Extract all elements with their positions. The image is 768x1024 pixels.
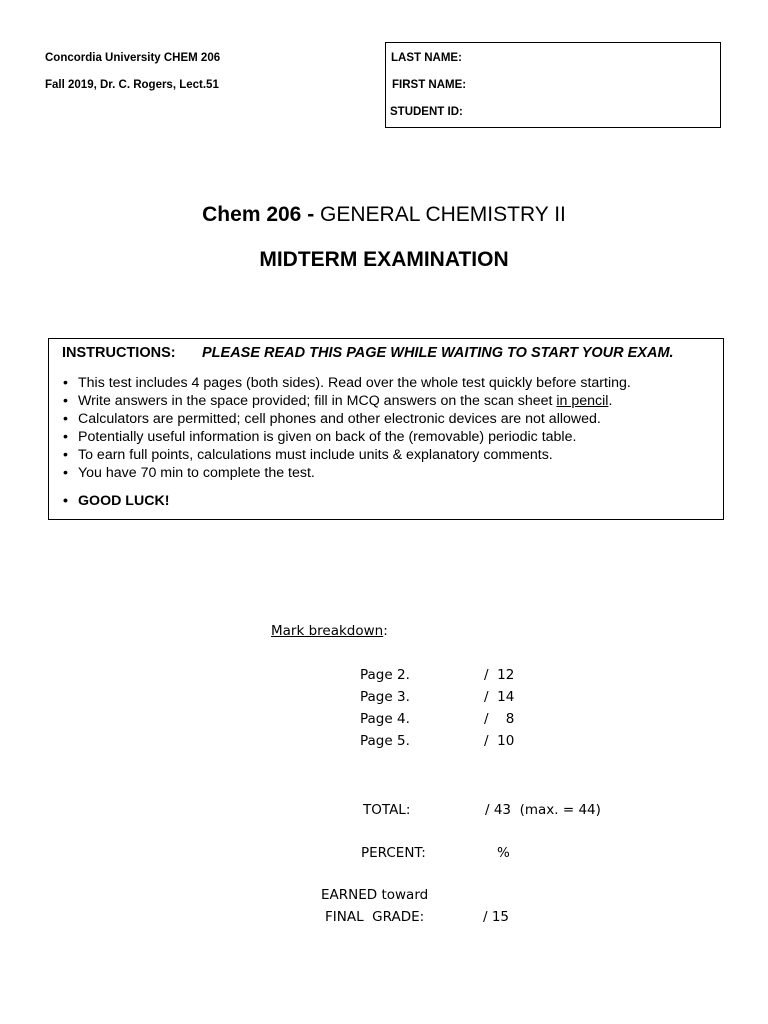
instructions-message: PLEASE READ THIS PAGE WHILE WAITING TO START YOUR EXAM.: [202, 345, 674, 361]
page-score: / 10: [484, 733, 515, 749]
last-name-label: LAST NAME:: [391, 52, 462, 64]
earned-value: / 15: [483, 909, 510, 925]
instruction-emphasis: in pencil: [556, 393, 609, 409]
instruction-item: • To earn full points, calculations must include units & explanatory comments.: [61, 446, 631, 464]
instruction-item: • This test includes 4 pages (both sides). Read over the whole test quickly before starting.: [61, 374, 631, 392]
percent-value: %: [497, 845, 510, 861]
term-line: Fall 2019, Dr. C. Rogers, Lect.51: [45, 79, 219, 91]
instructions-list: [61, 374, 631, 510]
instruction-item: • You have 70 min to complete the test.: [61, 464, 631, 482]
mark-breakdown-title: Mark breakdown: [271, 623, 384, 639]
earned-label-line2: FINAL GRADE:: [325, 909, 425, 925]
student-id-label: STUDENT ID:: [390, 106, 463, 118]
instruction-text: Write answers in the space provided; fill in MCQ answers on the scan sheet: [78, 393, 557, 409]
good-luck: • GOOD LUCK!: [61, 492, 631, 510]
page-label: Page 2.: [360, 667, 410, 683]
exam-title: [0, 203, 768, 227]
instructions-box: [48, 338, 724, 520]
page-score: / 8: [484, 711, 515, 727]
total-label: TOTAL:: [363, 802, 411, 818]
page-label: Page 3.: [360, 689, 410, 705]
instructions-header: [62, 345, 674, 361]
page-score: / 12: [484, 667, 515, 683]
course-name: GENERAL CHEMISTRY II: [314, 203, 566, 226]
page-label: Page 5.: [360, 733, 410, 749]
instruction-item: • Calculators are permitted; cell phones and other electronic devices are not allowed.: [61, 410, 631, 428]
percent-label: PERCENT:: [361, 845, 426, 861]
mark-breakdown-colon: :: [383, 623, 388, 639]
course-code: Chem 206 -: [202, 203, 315, 226]
page-score: / 14: [484, 689, 515, 705]
mark-breakdown-heading: [271, 623, 388, 639]
course-line: Concordia University CHEM 206: [45, 52, 221, 64]
earned-label-line1: EARNED toward: [321, 887, 429, 903]
instruction-item: [61, 392, 631, 410]
page-label: Page 4.: [360, 711, 410, 727]
first-name-label: FIRST NAME:: [392, 79, 467, 91]
instruction-item: • Potentially useful information is given on back of the (removable) periodic table.: [61, 428, 631, 446]
instructions-label: INSTRUCTIONS:: [62, 345, 176, 361]
total-value: / 43 (max. = 44): [485, 802, 601, 818]
instruction-text-end: .: [608, 393, 613, 409]
exam-subtitle: MIDTERM EXAMINATION: [259, 248, 509, 271]
